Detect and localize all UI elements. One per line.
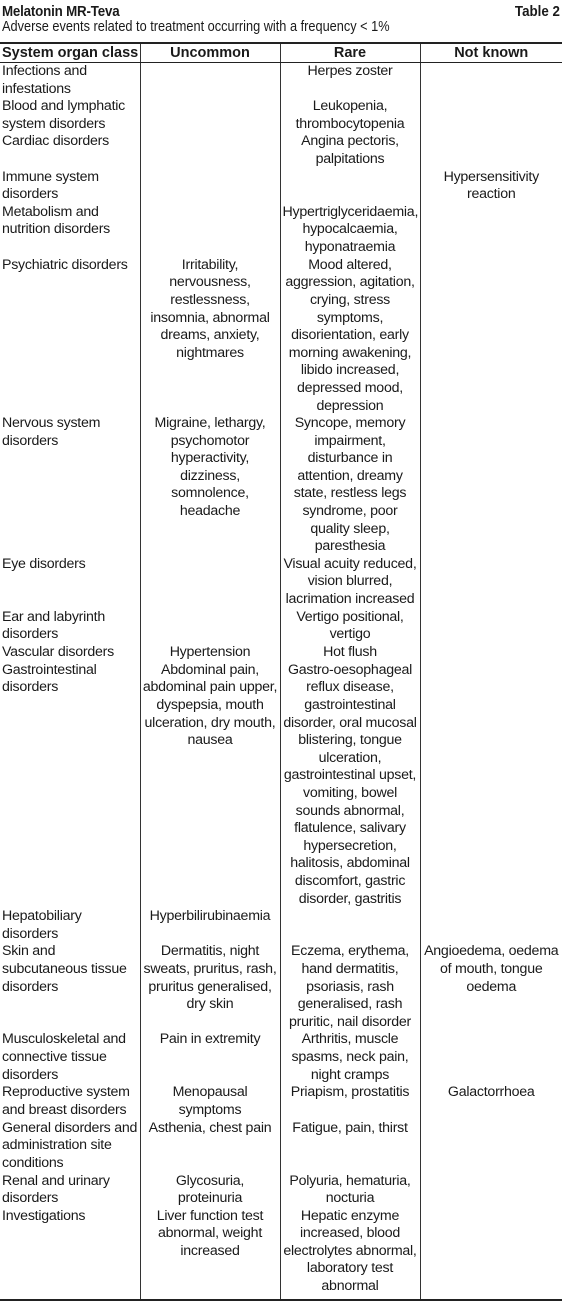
cell-rare — [280, 1031, 420, 1084]
cell-uncommon-text: Liver function test abnormal, weight increased — [156, 1207, 264, 1259]
cell-rare — [280, 133, 420, 168]
table-row — [0, 204, 562, 257]
cell-system-organ-class-text: Immune system disorders — [2, 168, 99, 203]
cell-system-organ-class — [0, 415, 140, 556]
cell-uncommon-text: Hypertension — [169, 643, 251, 660]
cell-uncommon — [140, 662, 280, 908]
cell-rare — [280, 943, 420, 1031]
cell-system-organ-class-text: Gastrointestinal disorders — [2, 661, 97, 696]
cell-uncommon-text: Abdominal pain, abdominal pain upper, dyspepsia, mouth ulceration, dry mouth, nausea — [142, 661, 278, 749]
cell-system-organ-class — [0, 204, 140, 257]
column-header-system-organ-class: System organ class — [2, 45, 139, 61]
cell-system-organ-class-text: Hepatobiliary disorders — [2, 908, 82, 942]
cell-system-organ-class-text: Investigations — [2, 1207, 86, 1224]
cell-uncommon — [140, 556, 280, 609]
table-row — [0, 609, 562, 644]
cell-not-known — [420, 415, 562, 556]
cell-uncommon-text: Menopausal symptoms — [172, 1084, 248, 1118]
cell-rare-text: Hepatic enzyme increased, blood electrolytes abnormal, laboratory test abnormal — [283, 1207, 417, 1295]
cell-rare — [280, 257, 420, 415]
cell-system-organ-class — [0, 1173, 140, 1208]
cell-rare — [280, 1120, 420, 1173]
cell-system-organ-class — [0, 1208, 140, 1300]
cell-uncommon-text: Migraine, lethargy, psychomotor hyperactivity, dizziness, somnolence, headache — [154, 415, 266, 520]
cell-rare-text: Gastro-oesophageal reflux disease, gastrointestinal disorder, oral mucosal blistering, tongue ulceration, gastrointestinal upset, vomiting, bowel sounds abnormal, flatulence, salivary hypersecretion, halitosis, abdominal discomfort, gastric disorder, gastritis — [283, 661, 417, 907]
cell-not-known — [420, 1084, 562, 1119]
cell-rare-text: Eczema, erythema, hand dermatitis, psoriasis, rash generalised, rash pruritic, nail disorder — [289, 943, 411, 1030]
cell-system-organ-class-text: Reproductive system and breast disorders — [2, 1084, 130, 1118]
cell-rare-text: Arthritis, muscle spasms, neck pain, night cramps — [291, 1031, 409, 1083]
cell-rare — [280, 204, 420, 257]
cell-system-organ-class — [0, 1084, 140, 1119]
cell-system-organ-class-text: Vascular disorders — [2, 643, 114, 660]
cell-system-organ-class — [0, 609, 140, 644]
cell-system-organ-class — [0, 556, 140, 609]
table-row — [0, 1084, 562, 1119]
cell-rare-text: Herpes zoster — [307, 63, 393, 79]
table-row — [0, 1031, 562, 1084]
cell-not-known — [420, 169, 562, 204]
column-header-rare: Rare — [280, 43, 420, 63]
document-title: Melatonin MR-Teva — [2, 4, 120, 20]
cell-rare — [280, 63, 420, 99]
table-caption: Adverse events related to treatment occurring with a frequency < 1% — [2, 19, 390, 35]
table-body — [0, 63, 562, 1300]
cell-rare-text: Leukopenia, thrombocytopenia — [295, 98, 405, 132]
cell-not-known-text: Galactorrhoea — [447, 1084, 535, 1101]
cell-rare-text: Syncope, memory impairment, disturbance in attention, dreamy state, restless legs syndrome, poor quality sleep, paresthesia — [293, 415, 407, 555]
cell-system-organ-class-text: Blood and lymphatic system disorders — [2, 98, 126, 132]
table-row — [0, 644, 562, 662]
cell-rare-text: Fatigue, pain, thirst — [292, 1119, 408, 1136]
cell-system-organ-class-text: Psychiatric disorders — [2, 256, 128, 273]
cell-system-organ-class — [0, 133, 140, 168]
cell-not-known — [420, 63, 562, 99]
table-row — [0, 908, 562, 943]
cell-uncommon — [140, 943, 280, 1031]
cell-system-organ-class-text: Eye disorders — [2, 555, 86, 572]
cell-rare — [280, 415, 420, 556]
cell-not-known-text: Hypersensitivity reaction — [443, 168, 539, 203]
cell-uncommon — [140, 1120, 280, 1173]
table-row — [0, 415, 562, 556]
table-row — [0, 1120, 562, 1173]
cell-uncommon-text: Hyperbilirubinaemia — [149, 908, 271, 925]
table-row — [0, 98, 562, 133]
table-row — [0, 1208, 562, 1300]
cell-rare-text: Mood altered, aggression, agitation, crying, stress symptoms, disorientation, early morning awakening, libido increased, depressed mood, depression — [285, 256, 415, 414]
column-header-uncommon: Uncommon — [140, 43, 280, 63]
cell-not-known — [420, 1173, 562, 1208]
cell-system-organ-class — [0, 1031, 140, 1084]
cell-uncommon — [140, 415, 280, 556]
cell-not-known — [420, 609, 562, 644]
header-bar — [2, 0, 560, 20]
cell-system-organ-class — [0, 662, 140, 908]
cell-rare — [280, 609, 420, 644]
cell-not-known — [420, 98, 562, 133]
table-row — [0, 662, 562, 908]
cell-not-known — [420, 662, 562, 908]
cell-system-organ-class — [0, 644, 140, 662]
cell-system-organ-class-text: Nervous system disorders — [2, 415, 101, 449]
cell-rare — [280, 662, 420, 908]
cell-uncommon — [140, 133, 280, 168]
cell-not-known-text: Angioedema, oedema of mouth, tongue oedema — [424, 943, 559, 995]
cell-not-known — [420, 908, 562, 943]
table-row — [0, 133, 562, 168]
cell-rare-text: Polyuria, hematuria, nocturia — [289, 1172, 411, 1207]
cell-rare — [280, 556, 420, 609]
cell-uncommon — [140, 1084, 280, 1119]
cell-rare-text: Angina pectoris, palpitations — [301, 133, 399, 167]
table-header-row — [0, 43, 562, 63]
cell-system-organ-class-text: Ear and labyrinth disorders — [2, 608, 106, 643]
cell-rare — [280, 1173, 420, 1208]
cell-system-organ-class-text: General disorders and administration site conditions — [2, 1119, 138, 1171]
cell-not-known — [420, 943, 562, 1031]
cell-rare-text: Priapism, prostatitis — [290, 1084, 410, 1101]
cell-system-organ-class — [0, 98, 140, 133]
cell-not-known — [420, 644, 562, 662]
cell-not-known — [420, 556, 562, 609]
cell-uncommon — [140, 1208, 280, 1300]
cell-not-known — [420, 133, 562, 168]
cell-not-known — [420, 1120, 562, 1173]
cell-system-organ-class-text: Infections and infestations — [2, 63, 87, 97]
cell-system-organ-class — [0, 63, 140, 99]
cell-system-organ-class — [0, 257, 140, 415]
column-header-not-known: Not known — [420, 43, 562, 63]
table-row — [0, 169, 562, 204]
cell-not-known — [420, 204, 562, 257]
cell-uncommon — [140, 644, 280, 662]
cell-rare — [280, 644, 420, 662]
table-row — [0, 63, 562, 99]
cell-rare — [280, 169, 420, 204]
cell-rare-text: Hot flush — [323, 643, 377, 660]
cell-system-organ-class — [0, 169, 140, 204]
cell-rare-text: Visual acuity reduced, vision blurred, lacrimation increased — [283, 555, 417, 608]
cell-uncommon — [140, 908, 280, 943]
cell-uncommon — [140, 1173, 280, 1208]
cell-system-organ-class-text: Musculoskeletal and connective tissue disorders — [2, 1031, 126, 1083]
cell-uncommon-text: Asthenia, chest pain — [148, 1119, 272, 1136]
table-row — [0, 1173, 562, 1208]
cell-uncommon-text: Pain in extremity — [159, 1031, 261, 1048]
cell-uncommon-text: Glycosuria, proteinuria — [175, 1172, 245, 1207]
cell-system-organ-class-text: Renal and urinary disorders — [2, 1172, 110, 1207]
table-row — [0, 943, 562, 1031]
table-row — [0, 257, 562, 415]
cell-uncommon — [140, 1031, 280, 1084]
cell-system-organ-class-text: Metabolism and nutrition disorders — [2, 203, 111, 238]
cell-uncommon — [140, 98, 280, 133]
cell-uncommon — [140, 169, 280, 204]
cell-system-organ-class — [0, 943, 140, 1031]
cell-uncommon — [140, 609, 280, 644]
cell-not-known — [420, 1031, 562, 1084]
cell-rare-text: Vertigo positional, vertigo — [296, 608, 404, 643]
cell-rare-text: Hypertriglyceridaemia, hypocalcaemia, hyponatraemia — [282, 203, 419, 255]
cell-uncommon — [140, 63, 280, 99]
cell-system-organ-class — [0, 1120, 140, 1173]
cell-uncommon — [140, 204, 280, 257]
cell-rare — [280, 908, 420, 943]
adverse-events-table — [0, 42, 562, 1301]
cell-rare — [280, 1208, 420, 1300]
cell-system-organ-class-text: Skin and subcutaneous tissue disorders — [2, 943, 127, 995]
cell-uncommon-text: Dermatitis, night sweats, pruritus, rash, pruritus generalised, dry skin — [143, 943, 277, 1013]
table-number: Table 2 — [515, 4, 560, 20]
cell-not-known — [420, 1208, 562, 1300]
cell-uncommon — [140, 257, 280, 415]
cell-uncommon-text: Irritability, nervousness, restlessness, insomnia, abnormal dreams, anxiety, nightmares — [150, 256, 270, 361]
table-row — [0, 556, 562, 609]
cell-rare — [280, 98, 420, 133]
cell-system-organ-class — [0, 908, 140, 943]
cell-not-known — [420, 257, 562, 415]
cell-system-organ-class-text: Cardiac disorders — [2, 133, 109, 150]
cell-rare — [280, 1084, 420, 1119]
